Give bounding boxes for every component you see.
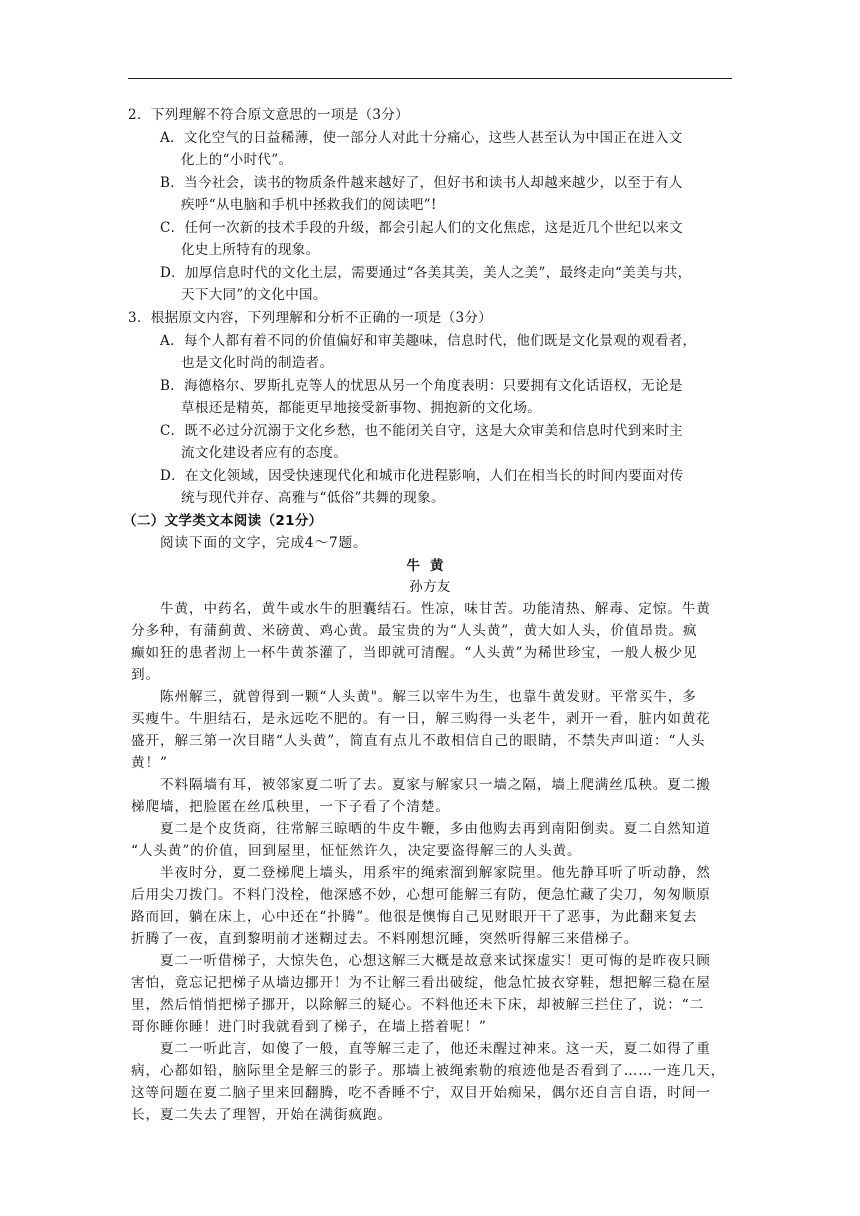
story-line: 分多种，有蒲蓟黄、米磅黄、鸡心黄。最宝贵的为“人头黄”，黄大如人头，价值昂贵。疯 <box>131 623 698 639</box>
question-2-stem: 2．下列理解不符合原文意思的一项是（3分） <box>128 107 410 123</box>
q2-option-a: A．文化空气的日益稀薄，使一部分人对此十分痛心，这些人甚至认为中国正在进入文 <box>160 130 683 146</box>
q3-option-a: A．每个人都有着不同的价值偏好和审美趣味，信息时代，他们既是文化景观的观看者， <box>160 333 697 349</box>
q2-option-c-cont: 化史上所特有的现象。 <box>181 242 320 258</box>
story-line: 陈州解三，就曾得到一颗“人头黄"。解三以宰牛为生，也靠牛黄发财。平常买牛，多 <box>160 689 697 705</box>
story-line: 路而回，躺在床上，心中还在“扑腾”。他很是懊悔自己见财眼开干了恶事，为此翻来复去 <box>131 909 698 925</box>
q3-option-d: D．在文化领域，因受快速现代化和城市化进程影响，人们在相当长的时间内要面对传 <box>160 468 684 484</box>
section-heading: （二）文学类文本阅读（21分） <box>123 513 323 529</box>
story-line: 不料隔墙有耳，被邻家夏二听了去。夏家与解家只一墙之隔，墙上爬满丝瓜秧。夏二搬 <box>160 777 711 793</box>
section-instruction: 阅读下面的文字，完成4～7题。 <box>160 535 368 551</box>
story-line: 长，夏二失去了理智，开始在满街疯跑。 <box>131 1107 392 1123</box>
story-line: 哥你睡你睡！进门时我就看到了梯子，在墙上搭着呢！” <box>131 1019 487 1035</box>
story-line: 黄！” <box>131 755 168 771</box>
q3-option-b: B．海德格尔、罗斯扎克等人的忧思从另一个角度表明：只要拥有文化话语权，无论是 <box>160 378 683 394</box>
q2-option-d: D．加厚信息时代的文化土层，需要通过“各美其美，美人之美”，最终走向“美美与共， <box>160 265 692 281</box>
q3-option-b-cont: 草根还是精英，都能更早地接受新事物、拥抱新的文化场。 <box>181 400 542 416</box>
story-line: 夏二是个皮货商，往常解三晾晒的牛皮牛鞭，多由他购去再到南阳倒卖。夏二自然知道 <box>160 821 711 837</box>
q3-option-c-cont: 流文化建设者应有的态度。 <box>181 445 348 461</box>
story-line: 癫如狂的患者沏上一杯牛黄茶灌了，当即就可清醒。“人头黄”为稀世珍宝，一般人极少见 <box>131 645 698 661</box>
q3-option-c: C．既不必过分沉溺于文化乡愁，也不能闭关自守，这是大众审美和信息时代到来时主 <box>160 423 684 439</box>
story-line: 夏二一听借梯子，大惊失色，心想这解三大概是故意来试探虚实！更可悔的是昨夜只顾 <box>160 953 711 969</box>
story-line: 盛开，解三第一次目睹“人头黄”，简直有点儿不敢相信自己的眼睛，不禁失声叫道：“人头 <box>131 733 706 749</box>
story-line: 后用尖刀拨门。不料门没栓，他深感不妙，心想可能解三有防，便急忙藏了尖刀，匆匆顺原 <box>131 887 711 903</box>
q3-option-d-cont: 统与现代并存、高雅与“低俗”共舞的现象。 <box>181 490 445 506</box>
story-line: 里，然后悄悄把梯子挪开，以除解三的疑心。不料他还未下床，却被解三拦住了，说：“二 <box>131 997 705 1013</box>
story-line: “人头黄”的价值，回到屋里，怔怔然许久，决定要盗得解三的人头黄。 <box>131 843 582 859</box>
q3-option-a-cont: 也是文化时尚的制造者。 <box>181 355 334 371</box>
header-rule <box>128 78 732 79</box>
story-line: 害怕，竟忘记把梯子从墙边挪开！为不让解三看出破绽，他急忙披衣穿鞋，想把解三稳在屋 <box>131 975 711 991</box>
story-line: 半夜时分，夏二登梯爬上墙头，用系牢的绳索溜到解家院里。他先静耳听了听动静，然 <box>160 865 711 881</box>
q2-option-d-cont: 天下大同”的文化中国。 <box>181 287 327 303</box>
question-3-stem: 3．根据原文内容，下列理解和分析不正确的一项是（3分） <box>128 310 493 326</box>
q2-option-a-cont: 化上的“小时代”。 <box>181 152 293 168</box>
story-line: 牛黄，中药名，黄牛或水牛的胆囊结石。性凉，味甘苦。功能清热、解毒、定惊。牛黄 <box>160 601 711 617</box>
story-line: 病，心都如铅，脑际里全是解三的影子。那墙上被绳索勒的痕迹他是否看到了……一连几天， <box>131 1063 726 1079</box>
q2-option-b-cont: 疾呼“从电脑和手机中拯救我们的阅读吧”! <box>181 197 437 213</box>
story-line: 这等问题在夏二脑子里来回翻腾，吃不香睡不宁，双目开始痴呆，偶尔还自言自语，时间一 <box>131 1085 711 1101</box>
story-title: 牛黄 <box>406 558 454 574</box>
story-line: 到。 <box>131 667 160 683</box>
story-author: 孙方友 <box>409 579 451 595</box>
story-line: 折腾了一夜，直到黎明前才迷糊过去。不料刚想沉睡，突然听得解三来借梯子。 <box>131 931 639 947</box>
story-line: 夏二一听此言，如傻了一般，直等解三走了，他还未醒过神来。这一天，夏二如得了重 <box>160 1041 711 1057</box>
q2-option-c: C．任何一次新的技术手段的升级，都会引起人们的文化焦虑，这是近几个世纪以来文 <box>160 220 684 236</box>
story-line: 买瘦牛。牛胆结石，是永远吃不肥的。有一日，解三购得一头老牛，剥开一看，脏内如黄花 <box>131 711 711 727</box>
story-line: 梯爬墙，把脸匿在丝瓜秧里，一下子看了个清楚。 <box>131 799 450 815</box>
q2-option-b: B．当今社会，读书的物质条件越来越好了，但好书和读书人却越来越少，以至于有人 <box>160 175 683 191</box>
